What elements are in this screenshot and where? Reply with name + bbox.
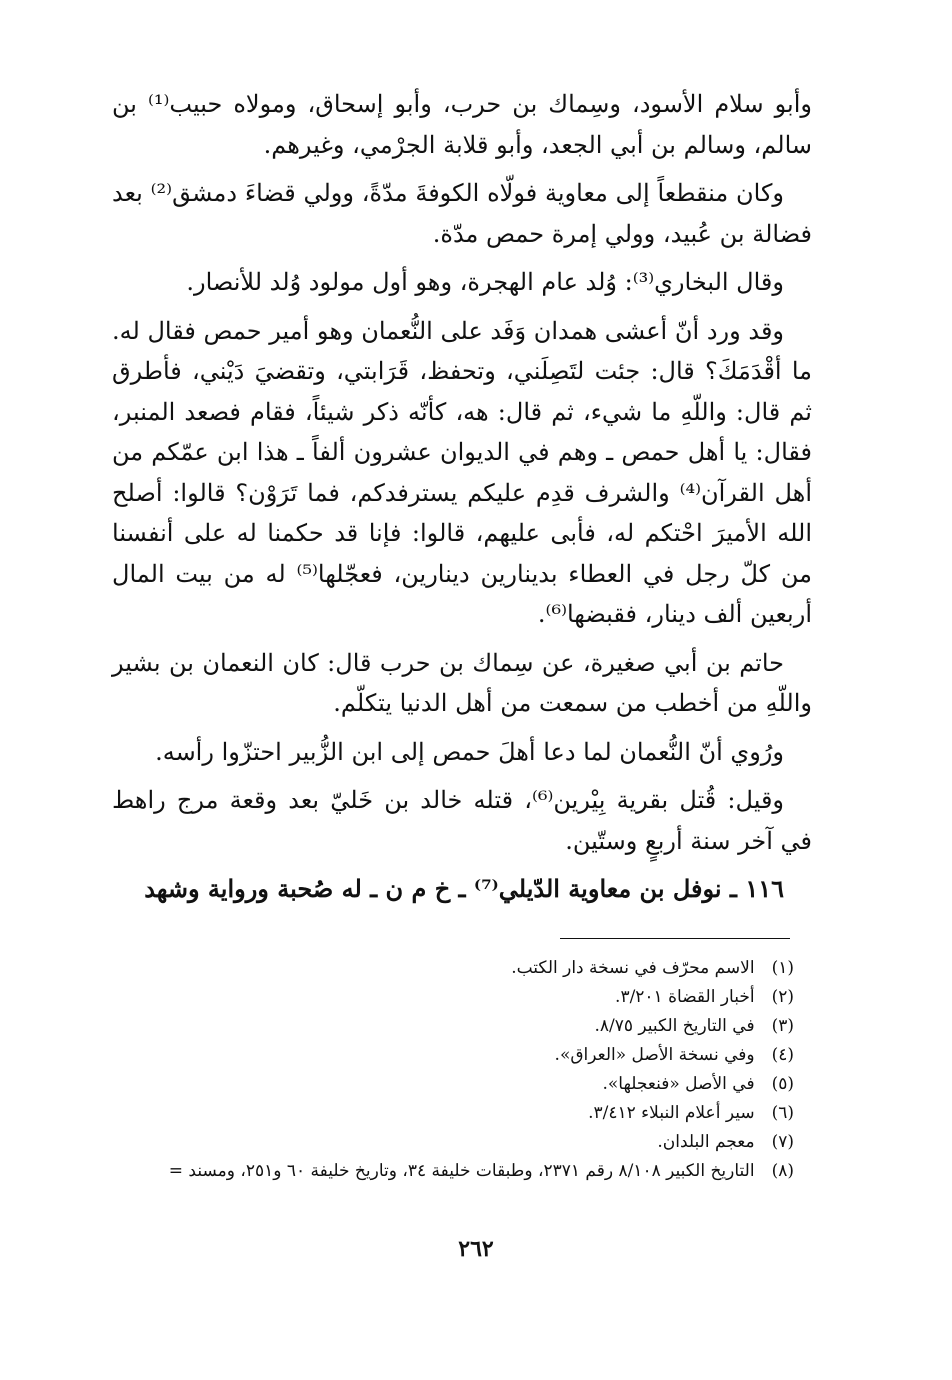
footnote-7	[104, 1128, 794, 1157]
footnote-number: (٤)	[771, 1045, 794, 1065]
paragraph-1: وأبو سلام الأسود، وسِماك بن حرب، وأبو إسحاق، ومولاه حبيب⁽¹⁾ بن سالم، وسالم بن أبي الجعد، وأبو قلابة الجرْمي، وغيرهم.	[112, 90, 812, 159]
footnote-2	[104, 983, 794, 1012]
paragraph-2: وكان منقطعاً إلى معاوية فولّاه الكوفةَ مدّةً، وولي قضاءَ دمشق⁽²⁾ بعد فضالة بن عُبيد، وولي إمرة حمص مدّة.	[112, 179, 812, 248]
footnote-text: التاريخ الكبير ٨/١٠٨ رقم ٢٣٧١، وطبقات خليفة ٣٤، وتاريخ خليفة ٦٠ و٢٥١، ومسند =	[168, 1161, 755, 1181]
footnote-text: سير أعلام النبلاء ٣/٤١٢.	[588, 1103, 755, 1123]
footnote-number: (٧)	[771, 1132, 794, 1152]
paragraph-4: وقد ورد أنّ أعشى همدان وَفَد على النُّعمان وهو أمير حمص فقال له. ما أقْدَمَكَ؟ قال: جئت لتَصِلَني، وتحفظ، قَرَابتي، وتقضيَ دَيْني، فأطرق ثم قال: واللّهِ ما شيء، ثم قال: هه، كأنّه ذكر شيئاً، فقام فصعد المنبر، فقال: يا أهل حمص ـ وهم في الديوان عشرون ألفاً ـ هذا ابن عمّكم من أهل القرآن⁽⁴⁾ والشرف قدِم عليكم يسترفدكم، فما تَرَوْن؟ قالوا: أصلح الله الأميرَ احْتكم له، فأبى عليهم، قالوا: فإنا قد حكمنا له على أنفسنا من كلّ رجل في العطاء بدينارين دينارين، فعجّلها⁽⁵⁾ له من بيت المال أربعين ألف دينار، فقبضها⁽⁶⁾.	[112, 316, 813, 628]
footnote-6	[104, 1099, 794, 1128]
footnote-8	[104, 1157, 794, 1186]
footnote-text: الاسم محرّف في نسخة دار الكتب.	[511, 958, 755, 978]
footnote-text: في التاريخ الكبير ٨/٧٥.	[594, 1016, 755, 1036]
paragraph-5: حاتم بن أبي صغيرة، عن سِماك بن حرب قال: كان النعمان بن بشير واللّهِ من أخطب من سمعت من أهل الدنيا يتكلّم.	[112, 648, 812, 717]
footnote-text: في الأصل «فنعجلها».	[602, 1074, 755, 1094]
footnote-text: وفي نسخة الأصل «العراق».	[554, 1045, 755, 1065]
footnote-4	[104, 1041, 794, 1070]
paragraph-7: وقيل: قُتل بقرية بِيْرين⁽⁶⁾، قتله خالد بن خَليّ بعد وقعة مرج راهط في آخر سنة أربعٍ وستّين.	[112, 786, 812, 855]
footnote-number: (٦)	[771, 1103, 794, 1123]
footnote-1	[104, 954, 794, 983]
footnote-number: (٣)	[771, 1016, 794, 1036]
footnote-text: أخبار القضاة ٣/٢٠١.	[615, 987, 755, 1007]
footnote-3	[104, 1012, 794, 1041]
main-text	[112, 84, 812, 918]
footnote-5	[104, 1070, 794, 1099]
footnote-number: (٢)	[771, 987, 794, 1007]
paragraph-6: ورُوي أنّ النُّعمان لما دعا أهلَ حمص إلى ابن الزُّبير احتزّوا رأسه.	[155, 737, 784, 766]
footnote-text: معجم البلدان.	[657, 1132, 755, 1152]
footnotes	[104, 954, 794, 1186]
footnote-divider	[560, 938, 790, 939]
footnote-number: (٨)	[771, 1161, 794, 1181]
page-number: ٢٦٢	[458, 1236, 494, 1262]
footnote-number: (٥)	[771, 1074, 794, 1094]
paragraph-3: وقال البخاري⁽³⁾: وُلد عام الهجرة، وهو أول مولود وُلد للأنصار.	[186, 268, 784, 296]
footnote-number: (١)	[771, 958, 794, 978]
entry-heading: ١١٦ ـ نوفل بن معاوية الدّيلي⁽⁷⁾ ـ خ م ن ـ له صُحبة ورواية وشهد	[144, 874, 784, 903]
